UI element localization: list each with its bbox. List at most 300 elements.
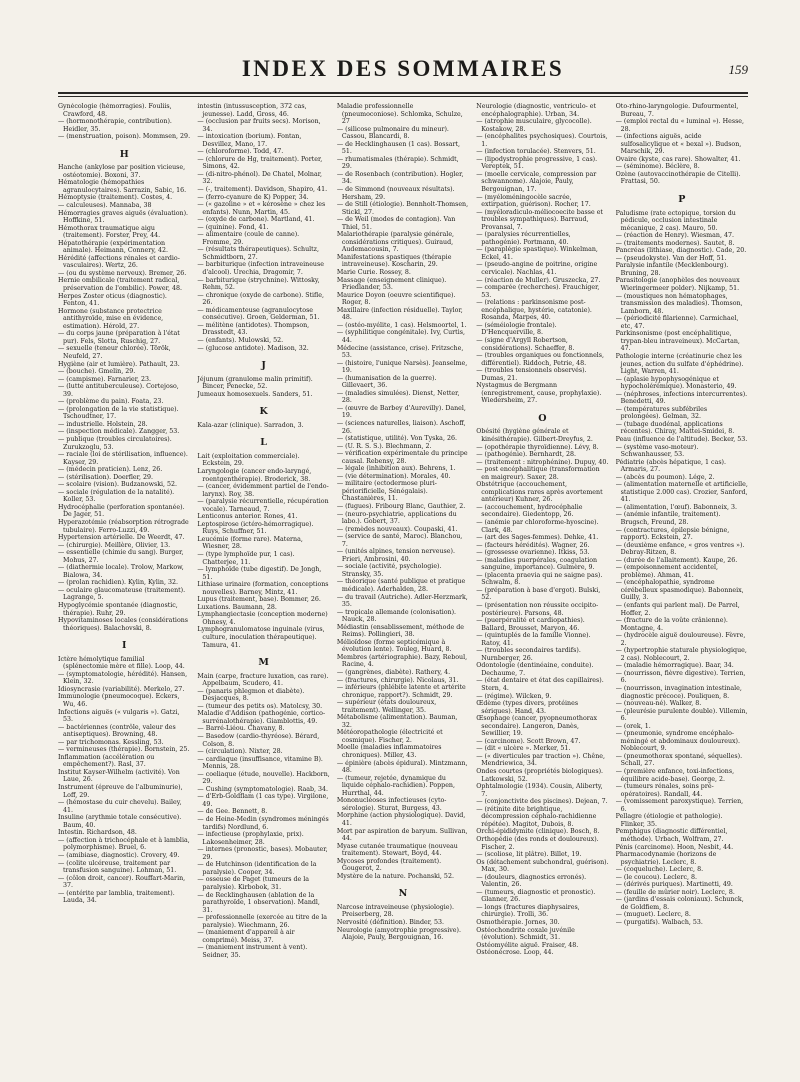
index-entry: — (occlusion par fruits secs). Morison, 34. xyxy=(197,118,321,133)
index-entry: — (régime). Wilcken, 9. xyxy=(476,692,552,700)
index-entry: — (carcinome). Scott Brown, 47. xyxy=(476,737,581,745)
index-entry: Massage (enseignement clinique). Friedlander, 53. xyxy=(336,276,447,292)
index-entry: Hypoglycémie spontanée (diagnostic, thérapie). Ruhr, 29. xyxy=(58,602,178,617)
index-entry: — industrielle. Holstein, 28. xyxy=(58,420,148,428)
index-entry: Nervosité (définition). Binder, 53. xyxy=(336,918,445,926)
index-entry: — (aplasie hypophysogénique et hypocholérémique). Monasterio, 49. xyxy=(615,375,737,391)
index-entry: — vérification expérimentale du principe causal. Rebensy, 28. xyxy=(336,450,468,465)
index-entry: — (réaction de Muller). Gruszecka, 27. xyxy=(476,276,601,284)
index-entry: Marie Curie. Rossey, 8. xyxy=(336,269,411,277)
index-entry: Pellagre (étiologie et pathologie). Flinker, 35. xyxy=(615,813,723,828)
index-entry: — (pathogénie). Bernhardt, 28. xyxy=(476,451,576,459)
index-entry: — (paralysies récurrentielles, pathogénie). Portmann, 40. xyxy=(476,231,571,246)
index-entry: — (traitement : nitrophénine). Dupuy, 40. xyxy=(476,458,609,466)
index-entry: — professionnelle (exercée au titre de la paralysie). Wiechmann, 26. xyxy=(197,914,328,929)
index-entry: — (neuro-psychiatrie, applications du labo.). Gobert, 37. xyxy=(336,510,457,526)
index-entry: — (côlon droit, cancer). Rouffart-Marin, 37. xyxy=(58,874,186,890)
index-columns xyxy=(58,103,748,1058)
index-entry: Os (détachement subchondral, guérison). Max, 30. xyxy=(476,858,609,874)
index-entry: — (muguet). Leclerc, 8. xyxy=(615,911,691,919)
index-entry: — (hydrocèle aiguë douloureuse). Fèvre, 2. xyxy=(615,632,746,647)
index-entry: — (résultats thérapeutiques). Schultz, Schmidtborn, 27. xyxy=(197,246,319,261)
section-letter: O xyxy=(538,412,547,424)
index-entry: — rhumatismales (thérapie). Schmidt, 29. xyxy=(336,155,459,171)
index-entry: Mystère de la nature. Pochanski, 52. xyxy=(336,872,454,880)
index-entry: Hérédité (affections rénales et cardio-vasculaires). Wertz, 26. xyxy=(58,254,180,270)
index-entry: — (anémie par chloroforme-hyoscine). Clark, 48. xyxy=(476,518,599,534)
index-entry: — (di-nitro-phénol). De Chatel, Molnar, 32. xyxy=(197,170,323,186)
index-entry: — (dérivés puriques). Martinetti, 49. xyxy=(615,881,733,889)
index-entry: Oto-rhino-laryngologie. Dufourmentel, Bureau, 7. xyxy=(615,103,739,118)
index-entry: — (moustiques non hématophages, transmission des maladies). Thomson, Lamborn, 48. xyxy=(615,292,743,315)
index-entry: — sociale (activité, psychologie). Stransky, 35. xyxy=(336,563,442,578)
section-letter: M xyxy=(258,657,269,669)
index-entry: — (troubles tensionnels observés). Dumas, 21. xyxy=(476,367,587,382)
index-entry: — (gangrènes, diabète). Rathery, 4. xyxy=(336,669,451,677)
index-entry: — épinière (abcès épidural). Mintzmann, 48. xyxy=(336,759,468,775)
index-entry: — (tumeurs, diagnostic et pronostic). Glanner, 26. xyxy=(476,888,596,904)
index-column-5 xyxy=(616,103,748,1058)
index-entry: — scolaire (vision). Budzanowski, 52. xyxy=(58,481,178,489)
index-entry: — (médecin praticien). Lenz, 26. xyxy=(58,466,163,474)
index-entry: — (statistique, utilité). Von Tyska, 26. xyxy=(336,435,457,443)
index-entry: Ovaire (kyste, cas rare). Showalter, 41. xyxy=(615,155,741,163)
index-entry: — (traitements modernes). Sautet, 8. xyxy=(615,239,735,247)
index-entry: Médiastin (ensablissement, méthode de Reims). Pollingieri, 38. xyxy=(336,623,464,639)
index-entry: — (pseudokyste). Van der Hoff, 51. xyxy=(615,254,727,262)
index-entry: — théorique (santé publique et pratique médicale). Aderhalden, 28. xyxy=(336,578,466,593)
index-entry: Parkinsonisme (post encéphalitique, trypan-bleu intraveineux). McCartan, 47. xyxy=(615,330,740,353)
index-entry: — cardiaque (insuffisance, vitamine B). Mennis, 28. xyxy=(197,755,323,771)
index-entry: — (nourrisson, fièvre digestive). Terrien, 6. xyxy=(615,669,746,685)
index-entry: — (néphroses, infections intercurrentes). Benedetti, 49. xyxy=(615,390,748,406)
index-entry: — de Hecklinghausen (1 cas). Bossart, 51. xyxy=(336,140,461,156)
index-entry: intestin (intussusception, 372 cas, jeunesse). Ladd, Gross, 46. xyxy=(197,103,307,118)
index-entry: — (feuille de mûrier noir). Leclerc, 8. xyxy=(615,888,735,896)
index-entry: — (lipodystrophie progressive, 1 cas). Vereptek, 51. xyxy=(476,155,598,171)
index-entry: — (alimentation maternelle et artificielle, statistique 2.000 cas). Crozier, Sanford, 41. xyxy=(615,481,748,504)
header-rule-thin xyxy=(58,96,748,97)
index-entry: — (signe d'Argyll Robertson, considérations). Schaeffer, 8. xyxy=(476,336,575,352)
index-entry: — (entérite par lamblia, traitement). Lauda, 34. xyxy=(58,889,175,905)
index-entry: Kala-azar (clinique). Sarradon, 3. xyxy=(197,421,304,429)
index-entry: — légale (inhibition aux). Behrens, 1. xyxy=(336,465,456,473)
index-entry: — (durée de l'allaitement). Kaupe, 26. xyxy=(615,556,738,564)
index-entry: Ictère hémolytique familial (splénectomie mère et fille). Loop, 44. xyxy=(58,655,185,671)
index-entry: Mycoses profondes (traitement). Gougerot, 2. xyxy=(336,857,442,873)
index-entry: — (oxyde de carbone). Martland, 41. xyxy=(197,216,315,224)
index-entry: — (infection torulacée). Stenvers, 51. xyxy=(476,148,596,156)
index-column-4 xyxy=(476,103,608,1058)
index-entry: — (fugues). Fribourg Blanc, Gauthier, 2. xyxy=(336,502,466,510)
index-entry: — (première enfance, toxi-infections, équilibre acide-base). George, 2. xyxy=(615,768,735,783)
index-entry: Hémoptysie (traitement). Costes, 4. xyxy=(58,194,173,202)
index-entry: Lenticonus anterior. Rones, 41. xyxy=(197,513,298,521)
section-letter: J xyxy=(261,360,266,372)
index-entry: — bactériennes (contrôle, valeur des antiseptiques). Browning, 48. xyxy=(58,723,176,739)
index-entry: — du travail (Autriche). Adler-Herzmark, 35. xyxy=(336,593,468,609)
index-entry: Mononucléoses infectieuses (cyto-sérologie). Sturat, Burgess, 43. xyxy=(336,797,447,812)
index-entry: — (atrophie musculaire, glycocolle). Kostakow, 28. xyxy=(476,118,592,133)
index-entry: — (tumeur, rejetée, dynamique du liquide céphalo-rachidien). Poppen, Hurrthal, 44. xyxy=(336,774,455,797)
index-entry: — (amibiase, diagnostic). Crovery, 49. xyxy=(58,851,180,859)
index-entry: — (chlorure de Hg, traitement). Porter, Simons, 42. xyxy=(197,155,323,171)
header-rule xyxy=(58,92,748,94)
index-entry: — (jardins d'essais coloniaux). Schunck, de Goldfiem, 8. xyxy=(615,896,744,911)
index-entry: — (pseudo-angine de poitrine, origine cervicale). Nachlas, 41. xyxy=(476,261,598,277)
index-entry: — de Gee. Bennett, 8. xyxy=(197,808,268,816)
index-entry: — (sciences naturelles, liaison). Aschoff, 26. xyxy=(336,419,466,435)
index-entry: — (tumeur des petits os). Matolcsy, 30. xyxy=(197,702,323,710)
index-entry: — (système vaso-moteur). Schwanhausser, 53. xyxy=(615,443,699,459)
index-entry: — (facteurs hérédités). Wagner, 26. xyxy=(476,541,590,549)
index-entry: Lait (exploitation commerciale). Eckstein, 29. xyxy=(197,452,300,468)
index-entry: — (alimentation, l'œuf). Babonneix, 3. xyxy=(615,503,738,511)
index-entry: — chronique (oxyde de carbone). Stifle, 26. xyxy=(197,291,324,307)
index-entry: — du corps jaune (préparation à l'état pur). Fels, Slotta, Ruschig, 27. xyxy=(58,330,180,345)
index-entry: Orthopédie (des ronds et douloureux). Fischer, 2. xyxy=(476,835,599,851)
index-entry: — (tumeurs rénales, soins pré-opératoires). Randall, 44. xyxy=(615,783,714,798)
index-entry: — (placenta praevia qui ne saigne pas). Schwalm, 8. xyxy=(476,571,603,587)
index-entry: Œsophage (cancer, pyopneumothorax secondaire). Langeron, Danès, Sewillier, 19. xyxy=(476,715,598,738)
index-entry: — (art des Sages-femmes). Dehke, 41. xyxy=(476,534,599,542)
index-entry: Insuline (arythmie totale consécutive). Baum, 40. xyxy=(58,814,182,829)
index-entry: — (remèdes nouveaux). Coupaski, 41. xyxy=(336,525,458,533)
index-entry: — internes (pronostic, bases). Mobauter, 29. xyxy=(197,846,328,861)
index-entry: — (ostéo-myélite, 1 cas). Helsmoortel, 1. xyxy=(336,321,467,329)
index-entry: — infectieuse (prophylaxie, prix). Lakosenheimer, 28. xyxy=(197,831,304,846)
index-entry: Herpes Zoster oticus (diagnostic). Fenton, 41. xyxy=(58,292,167,308)
index-entry: — (problème du pain). Foata, 23. xyxy=(58,398,164,406)
index-entry: — (stérilisation). Doerfler, 29. xyxy=(58,473,153,481)
index-entry: — de Rosenbach (contribution). Hogler, 34. xyxy=(336,170,464,186)
index-entry: Mort par aspiration de baryum. Sullivan, 44. xyxy=(336,827,468,843)
index-entry: Métabolisme (alimentation). Bauman, 32. xyxy=(336,714,458,729)
index-entry: Odontologie (dentinéaine, conduite). Dechaume, 7. xyxy=(476,662,594,677)
index-entry: — (cancer, évidemment partiel de l'endo-larynx). Roy, 38. xyxy=(197,483,329,498)
index-entry: — (lutte antituberculeuse). Cortejoso, 39. xyxy=(58,383,179,398)
index-entry: — sexuelle (teneur chlorée). Török, Neufeld, 27. xyxy=(58,345,171,360)
index-entry: — alimentaire (coule de canne). Fromme, 29. xyxy=(197,231,300,246)
index-entry: — (humanisation de la guerre). Gillevaert, 36. xyxy=(336,374,437,390)
index-entry: Pancréas (lithiase, diagnostic). Cade, 20. xyxy=(615,247,747,255)
index-entry: Neurologie (amyotrophie progressive). Alajoie, Pauly, Bergouignan, 16. xyxy=(336,926,461,942)
index-entry: — (maladies simulées). Dienst, Netter, 28. xyxy=(336,389,460,405)
index-entry: — (hormonothérapie, contribution). Heidler, 35. xyxy=(58,118,172,133)
index-entry: — (coqueluche). Leclerc, 8. xyxy=(615,866,704,874)
index-entry: — (séméiologie frontale). D'Hencquerville, 8. xyxy=(476,321,557,337)
index-entry: Hanche (ankylose par position vicieuse, ostéotomie). Boxoni, 37. xyxy=(58,164,186,179)
index-entry: — (quinine). Fond, 41. xyxy=(197,223,269,231)
index-entry: Leucémie (forme rare). Materna, Wiesner, 28. xyxy=(197,535,303,551)
index-entry: Malariothérapie (paralysie générale, considérations critiques). Guiraud, Audemacousin, 7. xyxy=(336,231,455,254)
index-entry: — de Simmond (nouveaux résultats). Hersham, 29. xyxy=(336,186,455,201)
index-entry: Mélioïdose (forme septicémique à évolution lente). Touleg, Huard, 8. xyxy=(336,638,452,654)
index-entry: — de Weil (modes de contagion). Van Thiel, 51. xyxy=(336,216,456,231)
index-entry: Main (carpe, fracture luxation, cas rare). Appelbaum, Scudero, 41. xyxy=(197,672,329,688)
index-entry: — (panaris phlegmon et diabète). Desjacques, 8. xyxy=(197,687,305,703)
index-entry: Maurice Doyon (oeuvre scientifique). Roger, 8. xyxy=(336,291,456,307)
index-entry: — (« gazoline » et « kérosène » chez les enfants). Nunn, Martin, 45. xyxy=(197,201,326,216)
index-entry: — comparée (recherches). Frauchiger, 53. xyxy=(476,284,600,299)
section-letter: K xyxy=(259,406,268,418)
index-entry: — (menstruation, poison). Mommsen, 29. xyxy=(58,133,191,141)
index-entry: — (séminome). Béclère, 8. xyxy=(615,163,700,171)
index-entry: Narcose intraveineuse (physiologie). Preiserberg, 28. xyxy=(336,903,454,919)
index-entry: Ondes courtes (propriétés biologiques). Latkowski, 52. xyxy=(476,768,604,783)
index-entry: — (maladie hémorragique). Baar, 34. xyxy=(615,662,734,670)
index-entry: Météoropathologie (électricité et cosmique). Fischer, 2. xyxy=(336,729,443,744)
index-entry: Osmothérapie. Jornes, 30. xyxy=(476,918,560,926)
index-entry: — (conjonctivite des piscines). Dejean, 7. xyxy=(476,798,608,806)
index-entry: — (vie détermination). Morales, 40. xyxy=(336,472,451,480)
index-entry: Inflammation (accélération ou empêchement?). Rasl, 37. xyxy=(58,753,155,769)
index-entry: — (infections aiguës, acide sulfosalicylique et « bexal »). Budson, Marschik, 29. xyxy=(615,133,742,156)
index-entry: — (unités alpines, tension nerveuse). Frieri, Ambrosini, 40. xyxy=(336,548,455,563)
index-entry: — d'Erb-Goldflam (1 cas type). Virgilone, 49. xyxy=(197,793,329,808)
index-entry: Laryngologie (cancer endo-laryngé, roentgenthérapie). Broderick, 38. xyxy=(197,467,312,483)
index-entry: — (myéloméningocèle sacrée, extirpation, guérison). Rocher, 17. xyxy=(476,193,591,209)
index-entry: Pathologie interne (créatinurie chez les jeunes, action du sulfate d'éphédrine). Light, Warren, 41. xyxy=(615,352,744,376)
index-entry: — (périodicité filarienne). Carmichael, etc, 47. xyxy=(615,315,739,330)
index-entry: — par trichomonas. Kessling, 53. xyxy=(58,738,164,746)
index-entry: Lymphangiectasie (conception moderne) Ohnesy, 4. xyxy=(197,611,328,626)
index-entry: — (maniement d'appareil à air comprimé). Meiss, 37. xyxy=(197,929,295,944)
index-column-3 xyxy=(337,103,469,1058)
index-entry: Membres (artériographie). Bazy, Reboul, Racine, 4. xyxy=(336,653,468,669)
index-entry: — (glucose antidote). Madison, 32. xyxy=(197,344,309,352)
index-entry: Idiosyncrasie (variabilité). Merkelo, 27. xyxy=(58,685,185,693)
index-entry: — (-, traitement). Davidson, Shapiro, 41. xyxy=(197,186,328,194)
index-entry: — (relations : parkinsonisme post-encéphalique, hystérie, catatonie). Rosanda, Marpes, 40. xyxy=(476,299,592,322)
index-entry: — militaire (ectodermose pluri-périorificielle, Sénégalais). Chastanières, 11. xyxy=(336,480,437,503)
index-entry: — (puerpéralité et cardiopathies). Ballard, Brousset, Maryon, 46. xyxy=(476,617,585,632)
index-entry: Hydrocéphalie (perforation spontanée). De Jager, 51. xyxy=(58,503,185,519)
index-entry: — Basedow (cardio-thyréose). Bérard, Colson, 8. xyxy=(197,733,320,748)
index-entry: — (œuvre de Barbey d'Aurevilly). Danel, 19. xyxy=(336,404,466,420)
index-entry: Lupus (traitement, base). Bommer, 26. xyxy=(197,596,321,604)
index-entry: — Cushing (symptomatologie). Raab, 34. xyxy=(197,785,329,793)
index-entry: Immunologie (pneumocoque). Eckers, Wu, 46. xyxy=(58,693,180,709)
index-entry: — de Heine-Medin (syndromes méningés tardifs) Nordlund, 6. xyxy=(197,816,329,831)
index-entry: — (empoisonnement accidentel, problème). Ahman, 41. xyxy=(615,564,718,579)
index-entry: — (campisme). Farnarier, 23. xyxy=(58,375,152,383)
index-entry: — (hypertrophie staturale physiologique, 2 cas). Noblecourt, 2. xyxy=(615,647,747,662)
index-entry: Moelle (maladies inflammatoires chroniques). Miller, 43. xyxy=(336,744,442,760)
index-entry: Infections aiguës (« vulgaris »). Gatzi, 53. xyxy=(58,708,180,724)
index-entry: — (présentation non réussite occipito-postérieure). Parsons, 48. xyxy=(476,602,599,617)
index-entry: — (contractures, épilepsie bénigne, rapport). Eckstein, 27. xyxy=(615,526,730,542)
index-entry: — (rétinite dite brightique, décompression céphalo-rachidienne répétée). Magitot, Dubois, 8. xyxy=(476,805,597,828)
index-entry: — de Recklinghausen (ablation de la parathyroïde, 1 observation). Mandl, 31. xyxy=(197,891,320,914)
index-entry: — (douleurs, diagnostics erronés). Valentin, 26. xyxy=(476,873,587,889)
index-entry: — (« diverticules par traction »). Chêne, Mendriewica, 34. xyxy=(476,752,605,768)
index-entry: — (fracture de la voûte crânienne). Montagne, 4. xyxy=(615,617,728,632)
index-entry: Lithiase urinaire (formation, conceptions nouvelles). Barney, Mintz, 41. xyxy=(197,581,329,596)
index-entry: Obésité (hygiène générale et kinésithérapie). Gilbert-Dreyfus, 2. xyxy=(476,428,593,443)
index-entry: — Barré-Liéou. Chavany, 8. xyxy=(197,725,285,733)
index-entry: — (U. R. S. S.). Blechmann, 2. xyxy=(336,442,432,450)
index-entry: Maxillaire (infection résiduelle). Taylor, 48. xyxy=(336,306,463,322)
index-entry: — essentielle (chimie du sang). Burger, Mohus, 27. xyxy=(58,549,184,564)
index-entry: — (diathermie locale). Trolow, Markow, Bialowa, 34. xyxy=(58,564,184,579)
index-entry: — (myéloradiculo-méliocoecite basse et troubles sympathiques). Barraud, Provansal, 7. xyxy=(476,208,603,231)
index-entry: — barbiturique (strychnine). Wittosky, Rehm, 52. xyxy=(197,276,320,292)
index-entry: — intoxication (borium). Fontan, Desvillez, Mano, 17. xyxy=(197,133,302,148)
index-entry: — (orek, 1. xyxy=(615,722,651,730)
index-entry: — de Hutchinson (identification de la paralysie). Cooper, 34. xyxy=(197,861,317,876)
index-entry: — de Still (étiologie). Bennholt-Thomsen, Stickl, 27. xyxy=(336,201,469,216)
index-entry: — sociale (régulation de la natalité). Koller, 53. xyxy=(58,488,175,504)
index-entry: Manifestations spastiques (thérapie intraveineuse). Koscharin, 29. xyxy=(336,253,452,269)
section-letter: N xyxy=(398,888,408,900)
index-entry: — (prolan rachidien). Kylin, Kylin, 32. xyxy=(58,579,178,587)
index-entry: — (deuxième enfance, « gros ventres »). Debray-Ritzen, 8. xyxy=(615,541,745,557)
index-entry: Hépatothérapie (expérimentation animale). Heimann, Connery, 42. xyxy=(58,239,169,255)
index-entry: — (réaction de Henry). Wiesman, 47. xyxy=(615,232,734,240)
index-entry: Luxations. Baumann, 28. xyxy=(197,603,277,611)
index-entry: — (paralysie récurrentielle, récupération vocale). Tarneaud, 7. xyxy=(197,498,329,513)
index-entry: Paralysie infantile (Mecklenbourg). Bruning, 28. xyxy=(615,262,729,277)
index-entry: — (syphilitique congénitale). Ivy, Curtis, 44. xyxy=(336,329,465,344)
index-entry: — (pneumothorax spontané, séquelles). Schall, 27. xyxy=(615,752,743,768)
index-entry: Hypertension artérielle. De Weerdt, 47. xyxy=(58,534,185,542)
index-column-1 xyxy=(58,103,190,1058)
page-header xyxy=(58,52,748,92)
index-entry: — longs (fractures diaphysaires, chirurgie). Trolli, 36. xyxy=(476,903,580,919)
index-entry: — (service de santé, Maroc). Blanchou, 7. xyxy=(336,533,463,548)
index-entry: — (enfants qui parlent mal). De Parrel, Hoffer, 2. xyxy=(615,602,740,617)
index-entry: — (températures subfébriles prolongées). Gelman, 32. xyxy=(615,405,708,421)
index-entry: Hématologie (hémopathies agranulocytaires). Sarrazin, Sabic, 16. xyxy=(58,179,187,194)
index-entry: Jéjunum (granulome malin primitif). Bincer, Penecke, 52. xyxy=(197,375,313,391)
index-entry: Morphine (action physiologique). David, 41. xyxy=(336,812,466,827)
index-entry: — (troubles organiques ou fonctionnels, différentiel). Riddoch, Petrie, 48. xyxy=(476,352,605,367)
index-entry: — (hémostase du cuir chevelu). Bailey, 41. xyxy=(58,799,182,814)
index-entry: — osseuse de Paget (tumeurs de la paralysie). Kirbobok, 31. xyxy=(197,876,310,891)
index-entry: Ostéonécrose. Loop, 44. xyxy=(476,949,554,957)
index-entry: Ophtalmologie (1934). Cousin, Aliberty, 7. xyxy=(476,783,603,798)
index-entry: — (moelle cervicale, compression par schwannome). Alajoie, Pauly, Bergouignan, 17. xyxy=(476,170,597,194)
index-entry: — (fractures, chirurgie). Nicolaus, 31. xyxy=(336,676,459,684)
index-entry: Obstétrique (accouchement, complications rares après avortement antérieur) Kuhner, 26. xyxy=(476,481,603,504)
index-entry: — (maniement instrument à vent). Seidner, 35. xyxy=(197,944,308,959)
index-entry: — (pneumonie, syndrome encéphalo-méningé et abdominaux douloureux). Noblecourt, 9. xyxy=(615,730,741,753)
index-entry: — (quintuplés de la famille Vionne). Ratoy, 41. xyxy=(476,632,591,647)
index-entry: Orchi-épididymite (clinique). Bosch, 8. xyxy=(476,828,600,836)
section-letter: I xyxy=(121,640,127,652)
index-entry: — (encéphalites psychosiques). Courtois, 1. xyxy=(476,133,608,148)
index-entry: — (opothérapie thyroïdienne). Lévy, 8. xyxy=(476,443,599,451)
index-entry: — (vomissement paroxystique). Terrien, 6. xyxy=(615,798,744,813)
index-entry: Hormone (substance protectrice antithyroïde, mise en évidence, estimation). Hérold, 27. xyxy=(58,307,164,330)
index-entry: Hypovitaminoses locales (considérations théoriques). Balachovski, 8. xyxy=(58,617,189,632)
index-entry: — (symptomatologie, hérédité). Hansen, Klein, 32. xyxy=(58,670,188,686)
index-entry: Ostéochondrite coxale juvénile (évolution). Schmidt, 31. xyxy=(476,926,575,942)
index-entry: Instrument (épreuve de l'albuminurie), Loff, 29. xyxy=(58,784,183,799)
index-entry: — mélitène (antidotes). Thompson, Drasstedt, 43. xyxy=(197,321,310,337)
index-entry: Paludisme (rate ectopique, torsion du pédicule, occlusion intestinale mécanique, 2 cas). Mauro, 50. xyxy=(615,209,736,232)
index-entry: — publique (troubles circulatoires). Zurukzoglu, 53. xyxy=(58,435,172,451)
index-entry: — inférieurs (phlébite latente et artérite chronique, rapport?). Schmidt, 29. xyxy=(336,684,466,699)
index-entry: — (paraplégie spastique). Winkelman, Eckel, 41. xyxy=(476,246,598,261)
index-column-2 xyxy=(197,103,329,1058)
index-entry: Jumeaux homosexuels. Sanders, 51. xyxy=(197,390,313,398)
section-letter: L xyxy=(260,437,267,449)
section-letter: P xyxy=(678,194,686,206)
index-entry: Myase cutanée traumatique (nouveau traitement). Stewart, Boyd, 44. xyxy=(336,842,458,858)
index-entry: — (chirurgie). Meillère, Olivier, 13. xyxy=(58,541,171,549)
index-entry: — (pleurésie purulente double). Villemin, 6. xyxy=(615,707,748,723)
index-entry: — (tubage duodénal, applications récentes). Chiray, Mattei-Smidei, 8. xyxy=(615,420,735,436)
index-entry: — tropicale allemande (colonisation). Nauck, 28. xyxy=(336,608,457,624)
index-entry: Ozène (autovaccinothérapie de Citelli). Frattasi, 50. xyxy=(615,170,741,186)
index-entry: — (anémie infantile, traitement). Brugsch, Freund, 28. xyxy=(615,511,721,526)
index-entry: — (préparation à base d'ergot). Bulski, 52. xyxy=(476,586,601,602)
index-entry: — vermineuses (thérapie). Bornstein, 25. xyxy=(58,746,190,754)
index-entry: Hygiène (air et lumière). Pathault, 23. xyxy=(58,360,180,368)
index-entry: — post encéphalitique (transformation en maigreur). Saxer, 28. xyxy=(476,466,600,481)
index-entry: Lymphogranulomatose inguinale (virus, culture, inoculation thérapeutique). Tamura, 41. xyxy=(197,626,325,649)
index-entry: Pemphigus (diagnostic différentiel, méthode). Urbach, Wolfram, 27. xyxy=(615,828,728,843)
index-entry: — lymphoïde (tube digestif). De Jongh, 51. xyxy=(197,566,322,581)
index-entry: — médicamenteuse (agranulocytose consécutive). Groen, Gelderman, 51. xyxy=(197,306,320,322)
index-entry: — (ou du système nerveux). Bremer, 26. xyxy=(58,269,187,277)
index-entry: — (maladies puerpérales, coagulation sanguine, importance). Gulmère, 9. xyxy=(476,556,598,572)
index-entry: Ostéomyélite aiguë. Fraiser, 48. xyxy=(476,941,579,949)
index-entry: — oculaire glaucomateuse (traitement). Lagrange, 5. xyxy=(58,586,186,602)
index-entry: — (bouche). Gmelin, 29. xyxy=(58,368,136,376)
index-entry: Pédiatrie (abcès hépatique, 1 cas). Armaris, 27. xyxy=(615,458,727,474)
index-entry: — (grossesse ovarienne). Itkiss, 53. xyxy=(476,549,590,557)
index-entry: — (enfants). Mulowski, 52. xyxy=(197,336,284,344)
index-entry: Parasitologie (anophèles des nouveaux Wieringermeer polder). Nijkamp, 51. xyxy=(615,277,740,293)
index-entry: Gynécologie (hémorragies). Fouliis, Crawford, 48. xyxy=(58,103,172,118)
index-entry: — (nourrisson, invagination intestinale, diagnostic précoce). Pouliquen, 8. xyxy=(615,685,742,700)
index-entry: — (histoire, l'unique Narsès). Jeanselme, 19. xyxy=(336,359,468,375)
index-entry: — (abcès du poumon). Lége, 2. xyxy=(615,473,715,481)
index-entry: Maladie d'Addison (pathogénie, cortico-surrénalothérapie). Giamblottis, 49. xyxy=(197,710,326,725)
index-entry: — (affection à trichocéphale et à lamblia, polymorphisme). Bruel, 6. xyxy=(58,836,190,852)
index-entry: Leptospirose (ictéro-hémorragique). Ruys, Schuffner, 51. xyxy=(197,520,314,536)
index-entry: — (circulation). Nixter, 28. xyxy=(197,748,283,756)
index-entry: — (colite ulcéreuse, traitement par transfusion sanguine). Lohman, 51. xyxy=(58,859,177,875)
index-entry: — raciale (loi de stérilisation, influence). Kayser, 29. xyxy=(58,451,188,466)
index-entry: — (silicose pulmonaire du mineur). Cassou, Blancardi, 8. xyxy=(336,125,449,141)
index-entry: Intestin. Richardson, 48. xyxy=(58,829,137,837)
index-entry: Hémorragies graves aiguës (évaluation). Hoffkine, 51. xyxy=(58,209,189,225)
index-entry: — (purgatifs). Walbach, 53. xyxy=(615,918,703,926)
index-entry: — (type lymphoïde pur, 1 cas). Chatterjee, 11. xyxy=(197,550,295,566)
index-entry: Hyperazotémie (réabsorption rétrograde tubulaire). Ferro-Luzzi, 49. xyxy=(58,518,189,534)
index-entry: — (encéphalopathie, syndrome cérébelleux spasmodique). Babonneix, Guilly, 3. xyxy=(615,579,744,602)
index-entry: Institut Kayser-Wilhelm (activité). Von Laue, 26. xyxy=(58,768,180,784)
index-entry: Médecine (assistance, crise). Fritzsche, 53. xyxy=(336,344,464,360)
section-letter: H xyxy=(119,148,129,160)
page-title: INDEX DES SOMMAIRES xyxy=(241,56,565,81)
index-entry: — (accouchement, hydrocéphalie secondaire). Giedentopp, 26. xyxy=(476,503,583,519)
index-entry: — (chloroforme). Todd, 47. xyxy=(197,148,284,156)
index-entry: Nystagmus de Bergmann (enregistrement, cause, prophylaxie). Wiedersheim, 27. xyxy=(476,382,602,405)
index-entry: Maladie professionnelle (pneumoconiose). Schlomka, Schulze, 27 xyxy=(336,103,463,126)
index-entry: — (emploi rectal du « luminal »). Hesse, 28. xyxy=(615,118,745,133)
index-entry: Pénis (carcinome). Hoon, Nesbit, 44. xyxy=(615,843,734,851)
index-entry: Neurologie (diagnostic, ventriculo- et encéphalographie). Urban, 34. xyxy=(476,103,596,118)
index-entry: Peau (influence de l'altitude). Becker, 53. xyxy=(615,435,748,443)
index-entry: — (scoliose, lit plâtre). Billet, 19. xyxy=(476,851,582,859)
index-entry: — (le coucou). Leclerc, 8. xyxy=(615,873,698,881)
index-entry: — (troubles secondaires tardifs). Nurnberger, 26. xyxy=(476,647,581,662)
